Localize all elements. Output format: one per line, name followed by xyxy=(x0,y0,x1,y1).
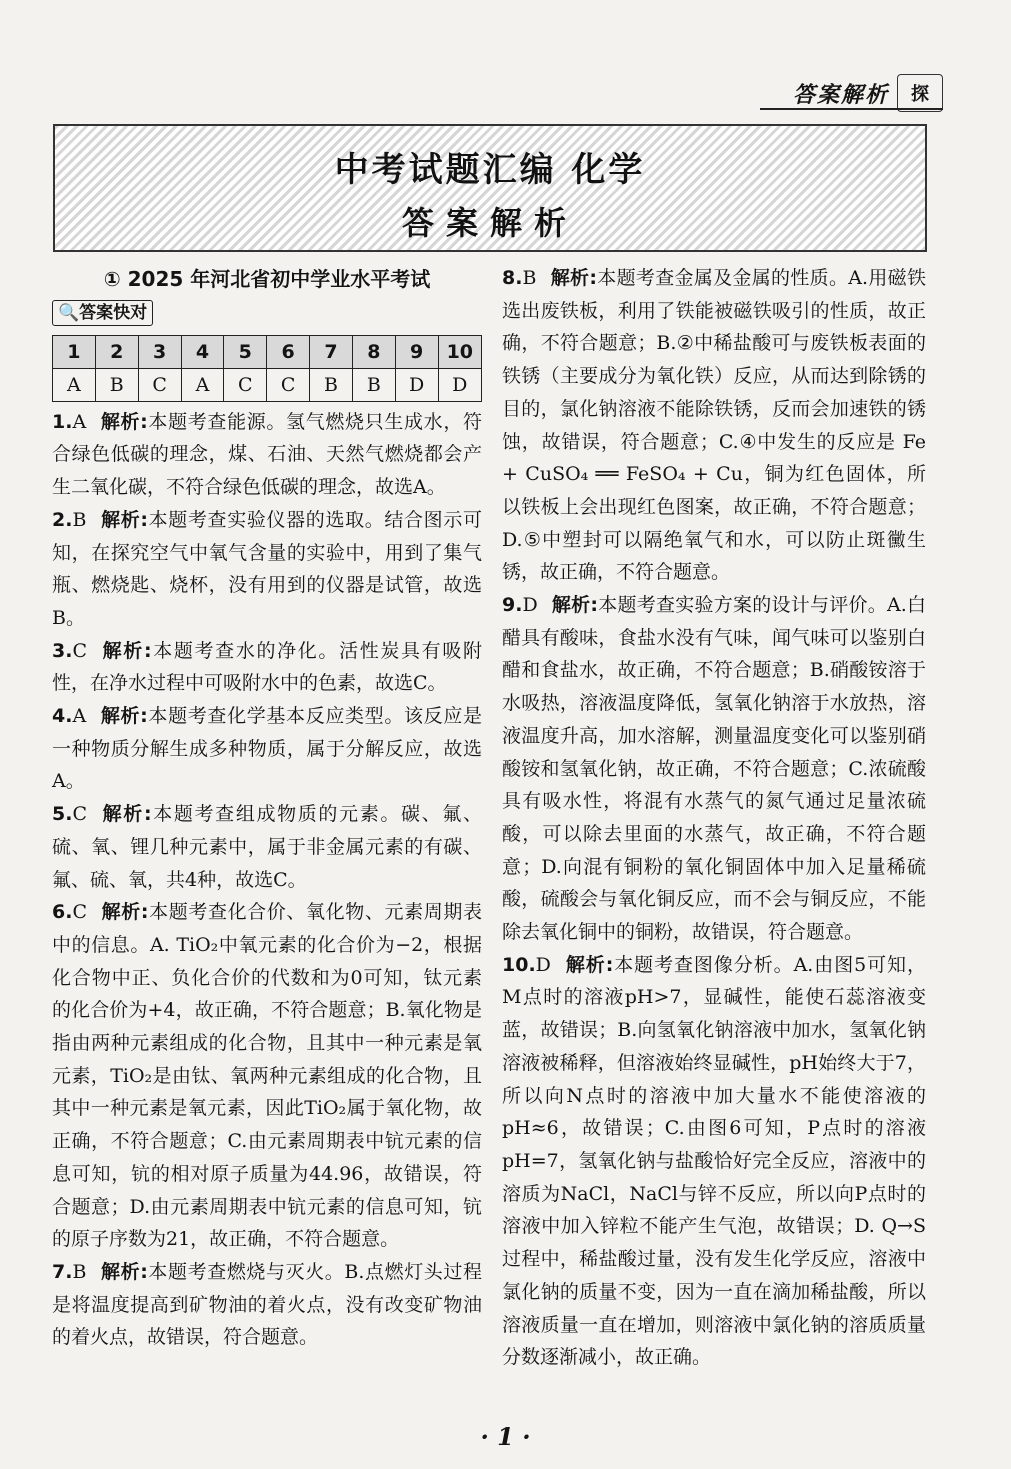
explanation-item: 5.C 解析:本题考查组成物质的元素。碳、氟、硫、氧、锂几种元素中，属于非金属元素的有碳、氟、硫、氧，共4种，故选C。 xyxy=(52,803,482,891)
answer-letter: D xyxy=(395,368,438,401)
explanation-item: 9.D 解析:本题考查实验方案的设计与评价。A.白醋具有酸味，食盐水没有气味，闻气味可以鉴别白醋和食盐水，故正确，不符合题意；B.硝酸铵溶于水吸热，溶液温度降低，氢氧化钠溶于水放热，溶液温度升高，加水溶解，测量温度变化可以鉴别硝酸铵和氢氧化钠，故正确，不符合题意；C.浓硫酸具有吸水性，将混有水蒸气的氮气通过足量浓硫酸，可以除去里面的水蒸气，故正确，不符合题意；D.向混有铜粉的氧化铜固体中加入足量稀硫酸，硫酸会与氧化铜反应，而不会与铜反应，不能除去氧化铜中的铜粉，故错误，符合题意。 xyxy=(502,594,926,944)
explanation-item: 7.B 解析:本题考查燃烧与灭火。B.点燃灯头过程是将温度提高到矿物油的着火点，没有改变矿物油的着火点，故错误，符合题意。 xyxy=(52,1260,482,1349)
title-banner xyxy=(53,124,927,252)
answer-number: 1 xyxy=(53,335,96,368)
answer-table xyxy=(52,335,482,402)
answer-number: 8 xyxy=(352,335,395,368)
section-title: ① 2025 年河北省初中学业水平考试 xyxy=(103,267,431,291)
answer-letter: B xyxy=(352,368,395,401)
banner-subtitle: 答案解析 xyxy=(401,204,578,242)
answer-table-answer-row xyxy=(53,368,482,401)
banner-title: 中考试题汇编 化学 xyxy=(334,150,646,190)
explanation-item: 3.C 解析:本题考查水的净化。活性炭具有吸附性，在净水过程中可吸附水中的色素，故选C。 xyxy=(52,639,482,695)
publisher-seal-icon: 探 xyxy=(897,74,943,112)
page-header xyxy=(793,78,943,108)
quick-answer-label: 🔍答案快对 xyxy=(52,300,153,326)
answer-number: 9 xyxy=(395,335,438,368)
answer-number: 6 xyxy=(267,335,310,368)
answer-letter: C xyxy=(224,368,267,401)
explanation-item: 10.D 解析:本题考查图像分析。A.由图5可知，M点时的溶液pH>7，显碱性，能使石蕊溶液变蓝，故错误；B.向氢氧化钠溶液中加水，氢氧化钠溶液被稀释，但溶液始终显碱性，pH始终大于7，所以向N点时的溶液中加大量水不能使溶液的pH≈6，故错误；C.由图6可知，P点时的溶液pH=7，氢氧化钠与盐酸恰好完全反应，溶液中的溶质为NaCl，NaCl与锌不反应，所以向P点时的溶液中加入锌粒不能产生气泡，故错误；D. Q→S过程中，稀盐酸过量，没有发生化学反应，溶液中氯化钠的质量不变，因为一直在滴加稀盐酸，所以溶液质量一直在增加，则溶液中氯化钠的溶质质量分数逐渐减小，故正确。 xyxy=(502,953,926,1369)
explanation-item: 1.A 解析:本题考查能源。氢气燃烧只生成水，符合绿色低碳的理念，煤、石油、天然气燃烧都会产生二氧化碳，不符合绿色低碳的理念，故选A。 xyxy=(52,410,482,499)
explanation-item: 4.A 解析:本题考查化学基本反应类型。该反应是一种物质分解生成多种物质，属于分解反应，故选A。 xyxy=(52,705,482,793)
answer-number: 10 xyxy=(438,335,481,368)
page-number: · 1 · xyxy=(480,1422,531,1451)
answer-number: 5 xyxy=(224,335,267,368)
header-rule xyxy=(760,108,943,110)
right-column xyxy=(502,262,926,1374)
answer-letter: B xyxy=(310,368,353,401)
answer-number: 2 xyxy=(95,335,138,368)
answer-letter: C xyxy=(267,368,310,401)
answer-number: 3 xyxy=(138,335,181,368)
answer-letter: B xyxy=(95,368,138,401)
left-column xyxy=(52,262,482,1354)
answer-letter: A xyxy=(181,368,224,401)
answer-table-header-row xyxy=(53,335,482,368)
explanation-item: 8.B 解析:本题考查金属及金属的性质。A.用磁铁选出废铁板，利用了铁能被磁铁吸引的性质，故正确，不符合题意；B.②中稀盐酸可与废铁板表面的铁锈（主要成分为氧化铁）反应，从而达到除锈的目的，氯化钠溶液不能除铁锈，反而会加速铁的锈蚀，故错误，符合题意；C.④中发生的反应是 Fe + CuSO₄ ══ FeSO₄ + Cu，铜为红色固体，所以铁板上会出现红色图案，故正确，不符合题意；D.⑤中塑封可以隔绝氧气和水，可以防止斑黴生锈，故正确，不符合题意。 xyxy=(502,267,926,584)
quick-answer-text: 答案快对 xyxy=(79,303,148,323)
answer-letter: A xyxy=(53,368,96,401)
explanation-item: 2.B 解析:本题考查实验仪器的选取。结合图示可知，在探究空气中氧气含量的实验中，用到了集气瓶、燃烧匙、烧杯，没有用到的仪器是试管，故选B。 xyxy=(52,508,482,629)
explanation-item: 6.C 解析:本题考查化合价、氧化物、元素周期表中的信息。A. TiO₂中氧元素的化合价为−2，根据化合物中正、负化合价的代数和为0可知，钛元素的化合价为+4，故正确，不符合题意；B.氧化物是指由两种元素组成的化合物，且其中一种元素是氧元素，TiO₂是由钛、氧两种元素组成的化合物，且其中一种元素是氧元素，因此TiO₂属于氧化物，故正确，不符合题意；C.由元素周期表中钪元素的信息可知，钪的相对原子质量为44.96，故错误，符合题意；D.由元素周期表中钪元素的信息可知，钪的原子序数为21，故正确，不符合题意。 xyxy=(52,901,482,1251)
answer-letter: C xyxy=(138,368,181,401)
answer-number: 7 xyxy=(310,335,353,368)
answer-number: 4 xyxy=(181,335,224,368)
answer-letter: D xyxy=(438,368,481,401)
header-title: 答案解析 xyxy=(792,82,889,108)
